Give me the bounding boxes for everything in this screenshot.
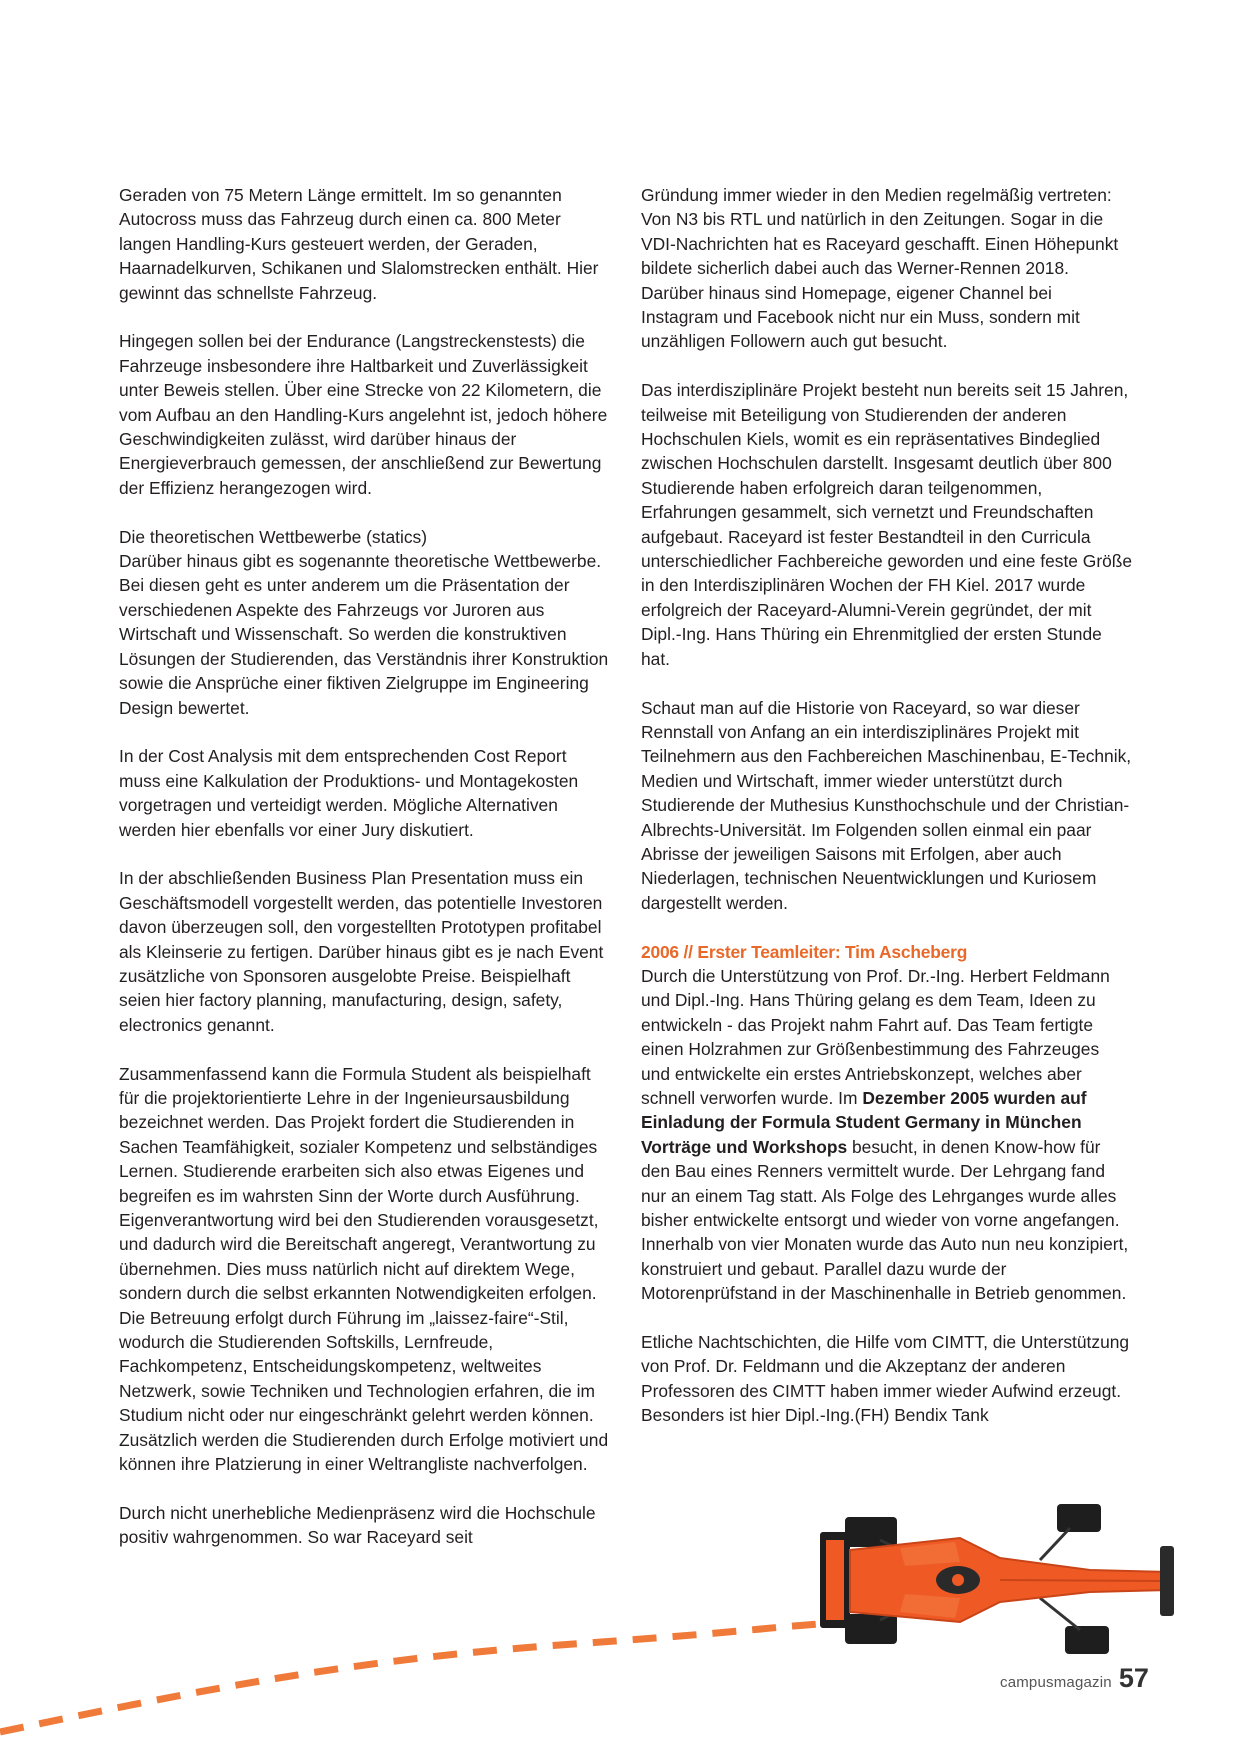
paragraph-business-plan: In der abschließenden Business Plan Presentation muss ein Geschäftsmodell vorgestellt werden, das potentielle Investoren davon überzeugen soll, den vorgestellten Prototypen profitabel als Kleinserie zu fertigen. Darüber hinaus gibt es je nach Event zusätzliche von Sponsoren ausgelobte Preise. Beispielhaft seien hier factory planning, manufacturing, design, safety, electronics genannt. <box>119 868 604 1035</box>
paragraph-nightshifts: Etliche Nachtschichten, die Hilfe vom CIMTT, die Unterstützung von Prof. Dr. Feldmann und die Akzeptanz der anderen Professoren des CIMTT haben immer wieder Aufwind erzeugt. Besonders ist hier Dipl.-Ing.(FH) Bendix Tank <box>641 1332 1130 1426</box>
right-column <box>641 183 1133 1428</box>
paragraph-theoretical: Darüber hinaus gibt es sogenannte theoretische Wettbewerbe. Bei diesen geht es unter anderem um die Präsentation der verschiedenen Aspekte des Fahrzeugs vor Juroren aus Wirtschaft und Wissenschaft. So werden die konstruktiven Lösungen der Studierenden, das Verständnis ihrer Konstruktion sowie die Ansprüche einer fiktiven Zielgruppe im Engineering Design bewertet. <box>119 551 609 718</box>
left-column <box>119 183 611 1550</box>
paragraph-2006 <box>641 964 1133 1306</box>
paragraph-interdisciplinary: Das interdisziplinäre Projekt besteht nun bereits seit 15 Jahren, teilweise mit Beteiligung von Studierenden der anderen Hochschulen Kiels, womit es ein repräsentatives Bindeglied zwischen Hochschulen darstellt. Insgesamt deutlich über 800 Studierende haben erfolgreich daran teilgenommen, Erfahrungen gesammelt, sich vernetzt und Freundschaften aufgebaut. Raceyard ist fester Bestandteil in den Curricula unterschiedlicher Fachbereiche geworden und eine feste Größe in den Interdisziplinären Wochen der FH Kiel. 2017 wurde erfolgreich der Raceyard-Alumni-Verein gegründet, der mit Dipl.-Ing. Hans Thüring ein Ehrenmitglied der ersten Stunde hat. <box>641 380 1133 669</box>
paragraph-summary: Zusammenfassend kann die Formula Student als beispielhaft für die projektorientierte Lehre in der Ingenieursausbildung bezeichnet werden. Das Projekt fordert die Studierenden in Sachen Teamfähigkeit, sozialer Kompetenz und selbständiges Lernen. Studierende erarbeiten sich also etwas Eigenes und begreifen es im wahrsten Sinn der Worte durch Ausführung. Eigenverantwortung wird bei den Studierenden vorausgesetzt, und dadurch wird die Bereitschaft angeregt, Verantwortung zu übernehmen. Dies muss natürlich nicht auf direktem Wege, sondern durch die selbst erkannten Notwendigkeiten erfolgen. Die Betreuung erfolgt durch Führung im „laissez-faire“-Stil, wodurch die Studierenden Softskills, Lernfreude, Fachkompetenz, Entscheidungskompetenz, weltweites Netzwerk, sowie Techniken und Technologien erfahren, die im Studium nicht oder nur eingeschränkt gelehrt werden können. Zusätzlich werden die Studierenden durch Erfolge motiviert und können ihre Platzierung in einer Weltrangliste nachverfolgen. <box>119 1063 609 1475</box>
page-footer <box>1000 1663 1149 1695</box>
paragraph-cost-analysis: In der Cost Analysis mit dem entsprechenden Cost Report muss eine Kalkulation der Produktions- und Montagekosten vorgetragen und verteidigt werden. Mögliche Alternativen werden hier ebenfalls vor einer Jury diskutiert. <box>119 746 579 840</box>
page-number: 57 <box>1118 1663 1149 1693</box>
race-car-icon <box>820 1504 1174 1654</box>
paragraph-media-cont: Gründung immer wieder in den Medien regelmäßig vertreten: Von N3 bis RTL und natürlich in den Zeitungen. Sogar in die VDI-Nachrichten hat es Raceyard geschafft. Einen Höhepunkt bildete sicherlich dabei auch das Werner-Rennen 2018. Darüber hinaus sind Homepage, eigener Channel bei Instagram und Facebook nicht nur ein Muss, sondern mit unzähligen Followern auch gut besucht. <box>641 185 1119 352</box>
paragraph-endurance: Hingegen sollen bei der Endurance (Langstreckenstests) die Fahrzeuge insbesondere ihre Haltbarkeit und Zuverlässigkeit unter Beweis stellen. Über eine Strecke von 22 Kilometern, die vom Aufbau an den Handling-Kurs angelehnt ist, jedoch höhere Geschwindigkeiten zulässt, wird darüber hinaus der Energieverbrauch gemessen, der anschließend zur Bewertung der Effizienz herangezogen wird. <box>119 331 608 498</box>
paragraph-2006-part-a: Durch die Unterstützung von Prof. Dr.-Ing. Herbert Feldmann und Dipl.-Ing. Hans Thüring gelang es dem Team, Ideen zu entwickeln - das Projekt nahm Fahrt auf. Das Team fertigte einen Holzrahmen zur Größenbestimmung des Fahrzeuges und entwickelte ein erstes Antriebskonzept, welches aber schnell verworfen wurde. Im <box>641 965 1110 1108</box>
paragraph-2006-part-b: besucht, in denen Know-how für den Bau eines Renners vermittelt wurde. Der Lehrgang fand nur an einem Tag statt. Als Folge des Lehrganges wurde alles bisher entwickelte entsorgt und wieder von vorne angefangen. Innerhalb von vier Monaten wurde das Auto nun neu konzipiert, konstruiert und gebaut. Parallel dazu wurde der Motorenprüfstand in der Maschinenhalle in Betrieb genommen. <box>641 1136 1129 1304</box>
dashed-track-line <box>0 1624 820 1732</box>
paragraph-media: Durch nicht unerhebliche Medienpräsenz wird die Hochschule positiv wahrgenommen. So war Raceyard seit <box>119 1502 596 1548</box>
heading-2006: 2006 // Erster Teamleiter: Tim Ascheberg <box>641 941 968 962</box>
race-car-illustration <box>0 1480 1241 1754</box>
paragraph-history: Schaut man auf die Historie von Raceyard, so war dieser Rennstall von Anfang an ein interdisziplinäres Projekt mit Teilnehmern aus den Fachbereichen Maschinenbau, E-Technik, Medien und Wirtschaft, immer wieder unterstützt durch Studierende der Muthesius Kunsthochschule und der Christian-Albrechts-Universität. Im Folgenden sollen einmal ein paar Abrisse der jeweiligen Saisons mit Erfolgen, aber auch Niederlagen, technischen Neuentwicklungen und Kuriosem dargestellt werden. <box>641 697 1132 913</box>
paragraph-2006-bold: Dezember 2005 wurden auf Einladung der Formula Student Germany in München Vorträge und Workshops <box>641 1087 1087 1157</box>
subheading-statics: Die theoretischen Wettbewerbe (statics) <box>119 526 428 547</box>
paragraph-autocross: Geraden von 75 Metern Länge ermittelt. Im so genannten Autocross muss das Fahrzeug durch einen ca. 800 Meter langen Handling-Kurs gesteuert werden, der Geraden, Haarnadelkurven, Schikanen und Slalomstrecken enthält. Hier gewinnt das schnellste Fahrzeug. <box>119 185 599 303</box>
magazine-name: campusmagazin <box>1000 1674 1112 1691</box>
